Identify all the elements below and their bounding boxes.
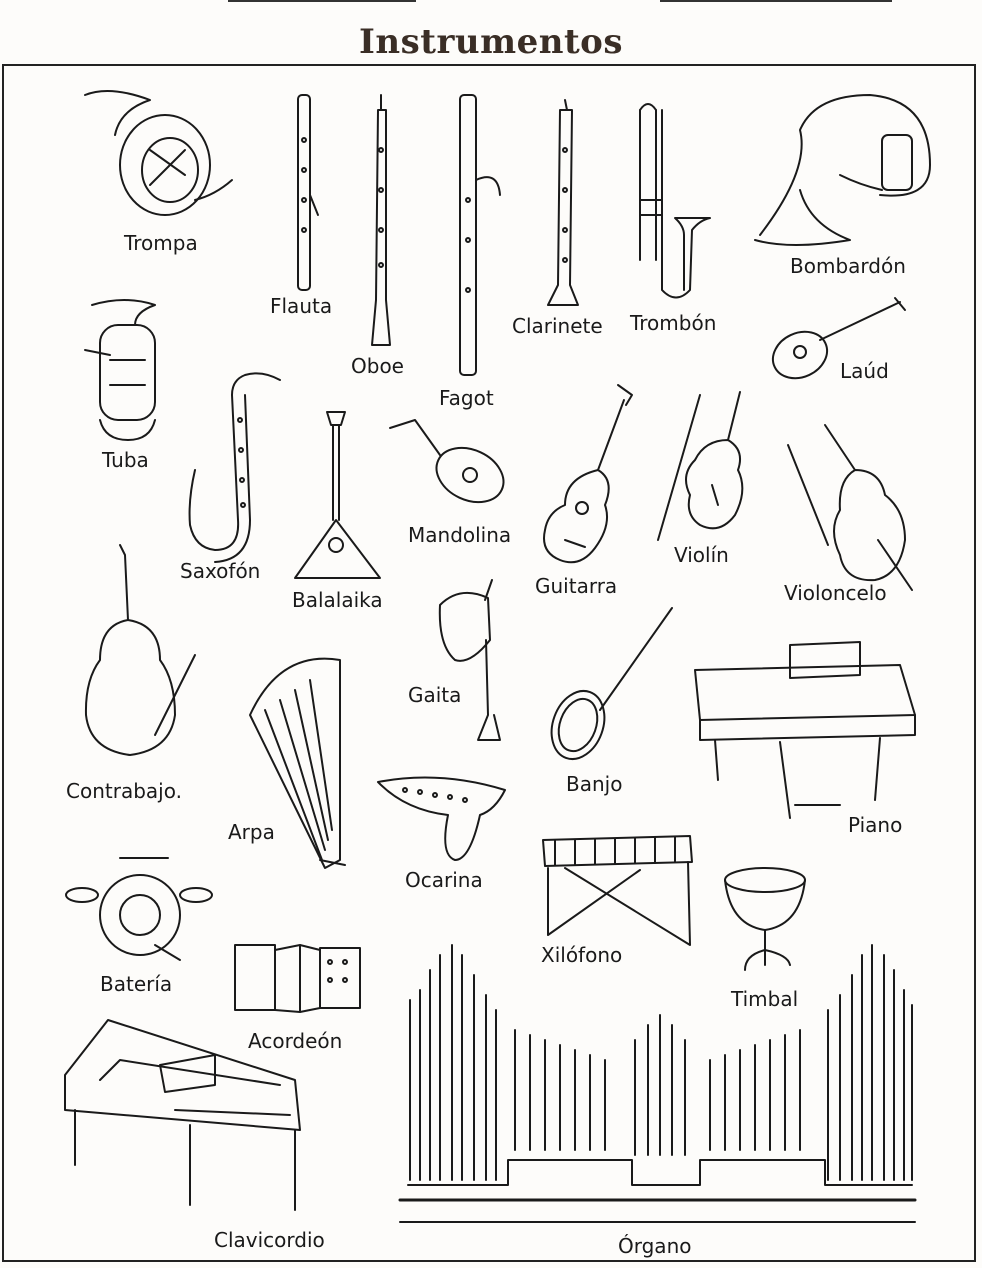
ocarina-drawing <box>378 778 505 861</box>
banjo-drawing <box>543 608 672 766</box>
balalaika-drawing <box>295 412 380 578</box>
mandolin-drawing <box>390 420 512 512</box>
clarinet-drawing <box>548 100 578 305</box>
label-trombon: Trombón <box>630 311 717 335</box>
label-violoncelo: Violoncelo <box>784 581 887 605</box>
violin-drawing <box>658 392 742 540</box>
label-violin: Violín <box>674 543 729 567</box>
label-contrabajo: Contrabajo. <box>66 779 182 803</box>
guitar-drawing <box>544 385 632 562</box>
label-bombardon: Bombardón <box>790 254 906 278</box>
label-organo: Órgano <box>618 1234 692 1258</box>
grand-piano-drawing <box>695 642 915 818</box>
bagpipe-drawing <box>440 580 500 740</box>
label-trompa: Trompa <box>124 231 198 255</box>
label-oboe: Oboe <box>351 354 404 378</box>
label-fagot: Fagot <box>439 386 494 410</box>
label-balalaika: Balalaika <box>292 588 383 612</box>
accordion-drawing <box>235 945 360 1012</box>
xylophone-drawing <box>543 836 692 945</box>
label-banjo: Banjo <box>566 772 623 796</box>
label-mandolina: Mandolina <box>408 523 512 547</box>
label-saxofon: Saxofón <box>180 559 261 583</box>
cello-drawing <box>788 425 912 590</box>
label-piano: Piano <box>848 813 903 837</box>
pipe-organ-drawing <box>400 945 915 1222</box>
label-clavicordio: Clavicordio <box>214 1228 325 1252</box>
flute-drawing <box>298 95 318 290</box>
label-guitarra: Guitarra <box>535 574 618 598</box>
sousaphone-drawing <box>755 95 930 245</box>
oboe-drawing <box>372 95 390 345</box>
label-clarinete: Clarinete <box>512 314 603 338</box>
label-tuba: Tuba <box>102 448 149 472</box>
label-timbal: Timbal <box>731 987 799 1011</box>
label-bateria: Batería <box>100 972 173 996</box>
label-xilofono: Xilófono <box>541 943 623 967</box>
saxophone-drawing <box>190 373 280 562</box>
kettle-drum-drawing <box>725 868 805 970</box>
label-flauta: Flauta <box>270 294 333 318</box>
double-bass-drawing <box>86 545 195 755</box>
label-arpa: Arpa <box>228 820 275 844</box>
trombone-drawing <box>640 104 710 298</box>
drum-kit-drawing <box>66 858 212 960</box>
label-ocarina: Ocarina <box>405 868 483 892</box>
page-title: Instrumentos <box>359 22 623 62</box>
tuba-drawing <box>85 300 155 440</box>
label-gaita: Gaita <box>408 683 462 707</box>
bassoon-drawing <box>460 95 500 375</box>
label-acordeon: Acordeón <box>248 1029 343 1053</box>
french-horn-drawing <box>85 91 232 215</box>
label-laud: Laúd <box>840 359 889 383</box>
